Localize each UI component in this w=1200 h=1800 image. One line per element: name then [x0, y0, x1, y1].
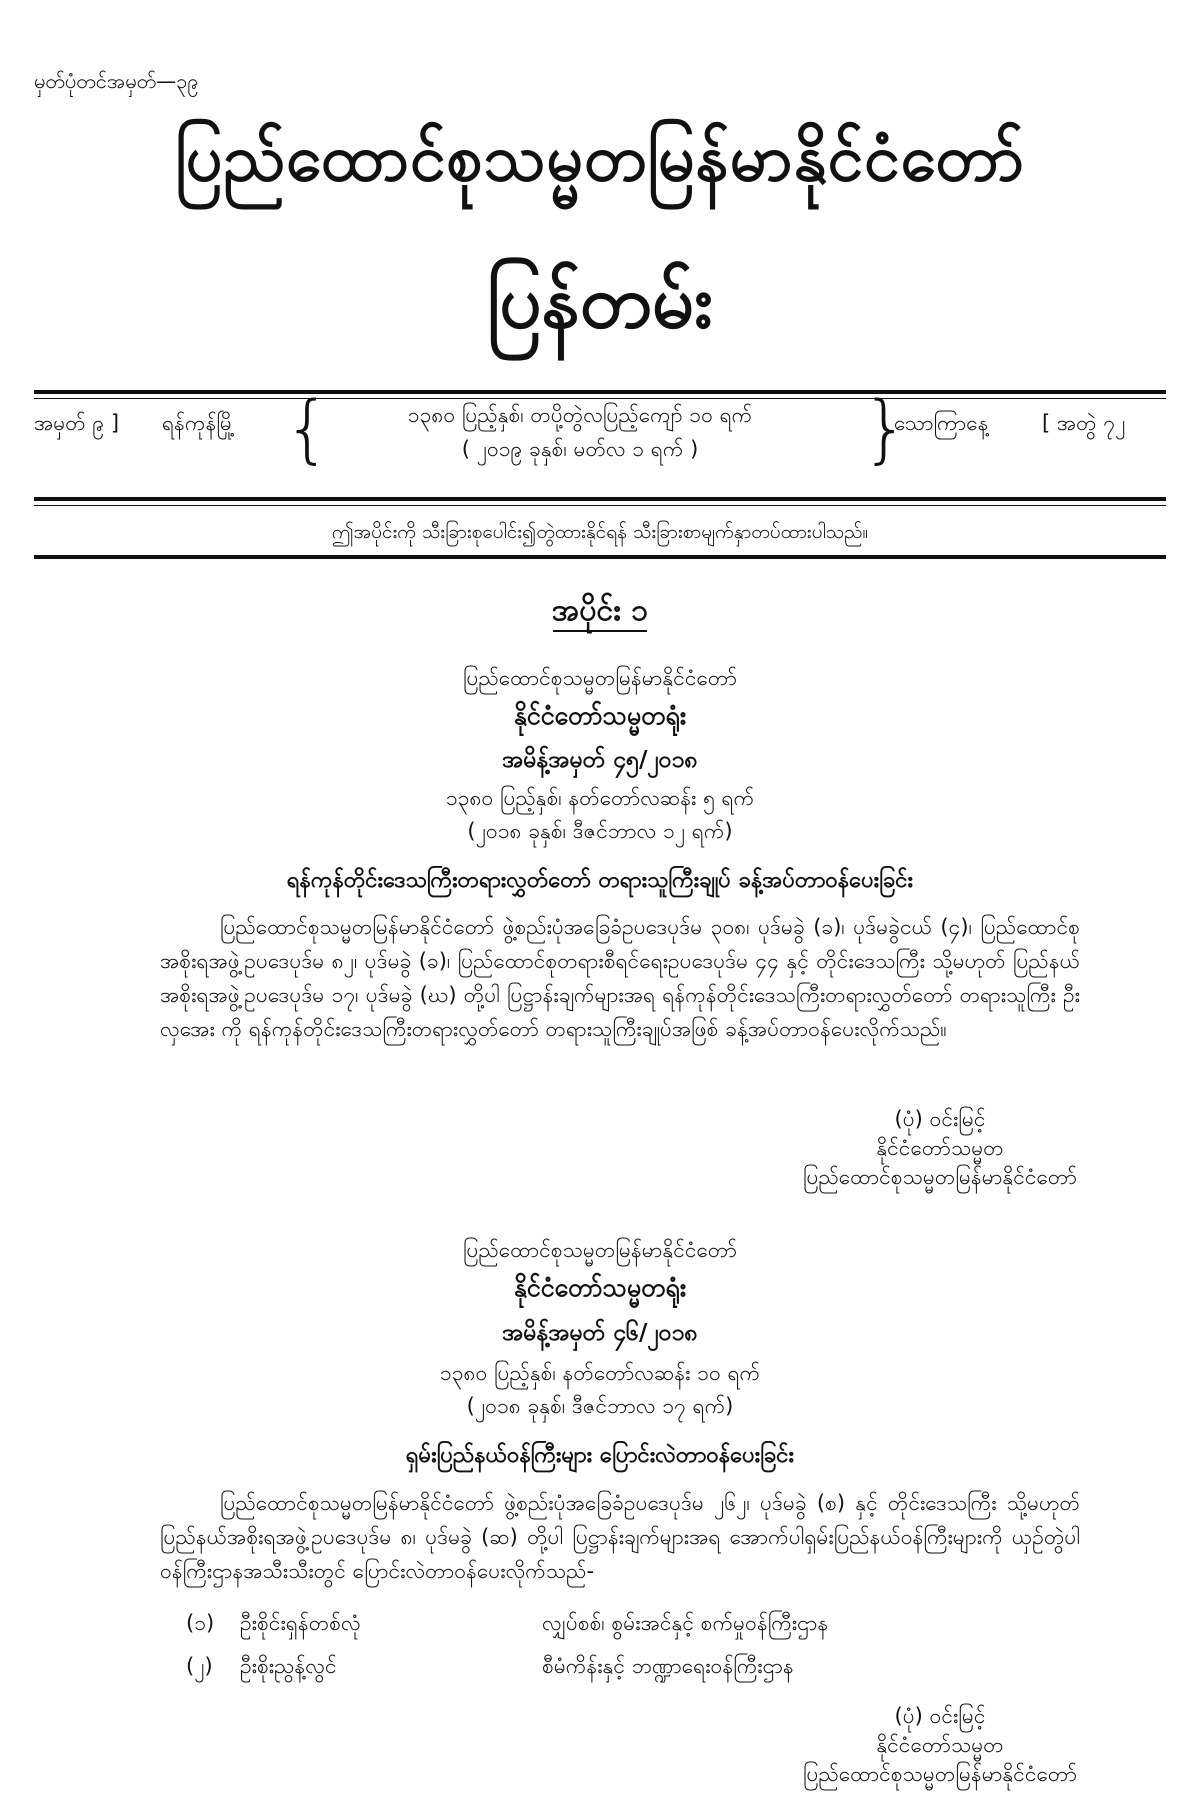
n2-date-gregorian: (၂၀၁၈ ခုနှစ်၊ ဒီဇင်ဘာလ ၁၇ ရက်)	[466, 1394, 734, 1418]
issue-date-myanmar: ၁၃၈၀ ပြည့်နှစ်၊ တပို့တွဲလပြည့်ကျော် ၁၀ ရက်	[407, 403, 753, 427]
n2-signature-title: နိုင်ငံတော်သမ္မတ	[876, 1733, 1004, 1757]
n1-subject: ရန်ကုန်တိုင်းဒေသကြီးတရားလွှတ်တော် တရားသူကြီးချုပ် ခန့်အပ်တာဝန်ပေးခြင်း	[286, 868, 914, 893]
issue-volume: [ အတွဲ ၇၂	[1042, 411, 1126, 435]
note-rule	[34, 555, 1166, 559]
mid-rule-thin	[34, 505, 1166, 506]
n2-issuer: ပြည်ထောင်စုသမ္မတမြန်မာနိုင်ငံတော်	[462, 1238, 737, 1262]
issue-place: ရန်ကုန်မြို့	[162, 411, 236, 435]
n2-date-myanmar: ၁၃၈၀ ပြည့်နှစ်၊ နတ်တော်လဆန်း ၁၀ ရက်	[439, 1361, 761, 1385]
issue-weekday: သောကြာနေ့	[894, 411, 989, 435]
top-rule-thick	[34, 390, 1166, 394]
n1-date-gregorian: (၂၀၁၈ ခုနှစ်၊ ဒီဇင်ဘာလ ၁၂ ရက်)	[467, 819, 733, 843]
registration-number: မှတ်ပုံတင်အမှတ်—၃၉	[34, 69, 199, 93]
n2-list-ministry-1: လျှပ်စစ်၊ စွမ်းအင်နှင့် စက်မှုဝန်ကြီးဌာန	[542, 1611, 829, 1635]
issue-date-block	[320, 398, 840, 466]
n2-body-text: ပြည်ထောင်စုသမ္မတမြန်မာနိုင်ငံတော် ဖွဲ့စည်းပုံအခြေခံဥပဒေပုဒ်မ ၂၆၂၊ ပုဒ်မခွဲ (စ) နှင့် တိုင်းဒေသကြီး သို့မဟုတ် ပြည်နယ်အစိုးရအဖွဲ့ဥပဒေပုဒ်မ ၈၊ ပုဒ်မခွဲ (ဆ) တို့ပါ ပြဋ္ဌာန်းချက်များအရ အောက်ပါရှမ်းပြည်နယ်ဝန်ကြီးများကို ယှဉ်တွဲပါဝန်ကြီးဌာနအသီးသီးတွင် ပြောင်းလဲတာဝန်ပေးလိုက်သည်-	[160, 1491, 1080, 1583]
n1-signature	[740, 1105, 1140, 1192]
separate-page-note: ဤအပိုင်းကို သီးခြားစုပေါင်း၍တွဲထားနိုင်ရန် သီးခြားစာမျက်နှာတပ်ထားပါသည်။	[331, 521, 869, 543]
right-brace: }	[862, 386, 910, 472]
gazette-title-line1: ပြည်ထောင်စုသမ္မတမြန်မာနိုင်ငံတော်	[174, 122, 1026, 196]
issue-date-gregorian: ( ၂၀၁၉ ခုနှစ်၊ မတ်လ ၁ ရက် )	[461, 437, 699, 461]
n1-date-myanmar: ၁၃၈၀ ပြည့်နှစ်၊ နတ်တော်လဆန်း ၅ ရက်	[445, 786, 755, 810]
n1-issuer: ပြည်ထောင်စုသမ္မတမြန်မာနိုင်ငံတော်	[462, 666, 737, 690]
n2-order-number: အမိန့်အမှတ် ၄၆/၂၀၁၈	[502, 1320, 698, 1346]
n2-list-name-1: ဦးစိုင်းရှန်တစ်လုံ	[240, 1611, 361, 1635]
n2-subject: ရှမ်းပြည်နယ်ဝန်ကြီးများ ပြောင်းလဲတာဝန်ပေးခြင်း	[405, 1443, 795, 1468]
part-heading: အပိုင်း ၁	[551, 593, 649, 628]
n2-list-name-2: ဦးစိုးညွန့်လွင်	[240, 1654, 337, 1678]
n2-signature-name: (ပုံ) ဝင်းမြင့်	[894, 1704, 986, 1728]
n2-list-index-1: (၁)	[186, 1611, 215, 1635]
n2-signature	[740, 1702, 1140, 1789]
n1-body	[160, 910, 1080, 1046]
n1-order-number: အမိန့်အမှတ် ၄၅/၂၀၁၈	[502, 747, 698, 773]
n1-body-text: ပြည်ထောင်စုသမ္မတမြန်မာနိုင်ငံတော် ဖွဲ့စည်းပုံအခြေခံဥပဒေပုဒ်မ ၃၀၈၊ ပုဒ်မခွဲ (ခ)၊ ပုဒ်မခွဲငယ် (၄)၊ ပြည်ထောင်စုအစိုးရအဖွဲ့ဥပဒေပုဒ်မ ၈၂၊ ပုဒ်မခွဲ (ခ)၊ ပြည်ထောင်စုတရားစီရင်ရေးဥပဒေပုဒ်မ ၄၄ နှင့် တိုင်းဒေသကြီး သို့မဟုတ် ပြည်နယ်အစိုးရအဖွဲ့ဥပဒေပုဒ်မ ၁၇၊ ပုဒ်မခွဲ (ဃ) တို့ပါ ပြဋ္ဌာန်းချက်များအရ ရန်ကုန်တိုင်းဒေသကြီးတရားလွှတ်တော် တရားသူကြီး ဦးလှအေး ကို ရန်ကုန်တိုင်းဒေသကြီးတရားလွှတ်တော် တရားသူကြီးချုပ်အဖြစ် ခန့်အပ်တာဝန်ပေးလိုက်သည်။	[160, 915, 1080, 1041]
n2-office: နိုင်ငံတော်သမ္မတရုံး	[513, 1273, 687, 1302]
left-brace: {	[284, 386, 332, 472]
gazette-title-line2: ပြန်တမ်း	[486, 259, 714, 345]
n2-body	[160, 1486, 1080, 1588]
n2-signature-country: ပြည်ထောင်စုသမ္မတမြန်မာနိုင်ငံတော်	[802, 1762, 1077, 1786]
n1-signature-title: နိုင်ငံတော်သမ္မတ	[876, 1136, 1004, 1160]
mid-rule-thick	[34, 497, 1166, 501]
n2-list-ministry-2: စီမံကိန်းနှင့် ဘဏ္ဍာရေးဝန်ကြီးဌာန	[542, 1654, 794, 1678]
n2-list-index-2: (၂)	[186, 1654, 213, 1678]
n1-signature-name: (ပုံ) ဝင်းမြင့်	[894, 1107, 986, 1131]
n1-signature-country: ပြည်ထောင်စုသမ္မတမြန်မာနိုင်ငံတော်	[802, 1165, 1077, 1189]
part-heading-underline	[553, 630, 647, 632]
n1-office: နိုင်ငံတော်သမ္မတရုံး	[513, 701, 687, 730]
issue-number: အမှတ် ၉ ]	[34, 411, 120, 435]
